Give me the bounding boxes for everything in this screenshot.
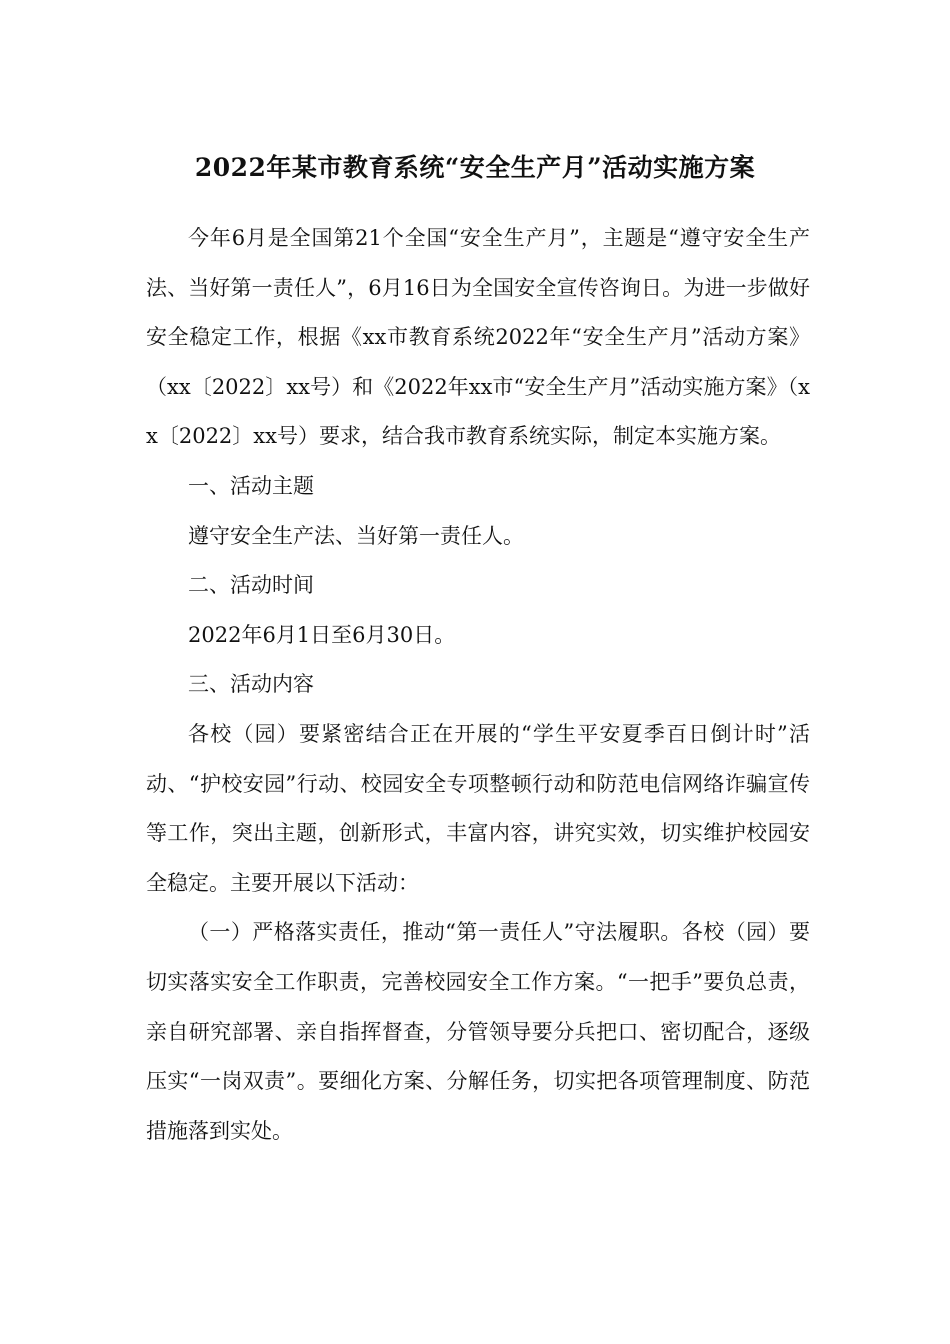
document-body xyxy=(146,214,810,1156)
document-title: 2022年某市教育系统“安全生产月”活动实施方案 xyxy=(194,153,756,182)
section-heading-theme: 一、活动主题 xyxy=(188,473,314,498)
section-heading-time: 二、活动时间 xyxy=(188,573,314,598)
item-one-paragraph: （一）严格落实责任，推动“第一责任人”守法履职。各校（园）要切实落实安全工作职责，完善校园安全工作方案。“一把手”要负总责，亲自研究部署、亲自指挥督查，分管领导要分兵把口、密切配合，逐级压实“一岗双责”。要细化方案、分解任务，切实把各项管理制度、防范措施落到实处。 xyxy=(146,920,810,1143)
theme-paragraph: 遵守安全生产法、当好第一责任人。 xyxy=(188,523,524,548)
content-paragraph: 各校（园）要紧密结合正在开展的“学生平安夏季百日倒计时”活动、“护校安园”行动、校园安全专项整顿行动和防范电信网络诈骗宣传等工作，突出主题，创新形式，丰富内容，讲究实效，切实维护校园安全稳定。主要开展以下活动： xyxy=(146,721,810,895)
intro-paragraph: 今年6月是全国第21个全国“安全生产月”，主题是“遵守安全生产法、当好第一责任人”，6月16日为全国安全宣传咨询日。为进一步做好安全稳定工作，根据《xx市教育系统2022年“安全生产月”活动方案》（xx〔2022〕xx号）和《2022年xx市“安全生产月”活动实施方案》（xx〔2022〕xx号）要求，结合我市教育系统实际，制定本实施方案。 xyxy=(146,226,810,449)
section-heading-content: 三、活动内容 xyxy=(188,672,314,697)
time-paragraph: 2022年6月1日至6月30日。 xyxy=(188,622,456,647)
